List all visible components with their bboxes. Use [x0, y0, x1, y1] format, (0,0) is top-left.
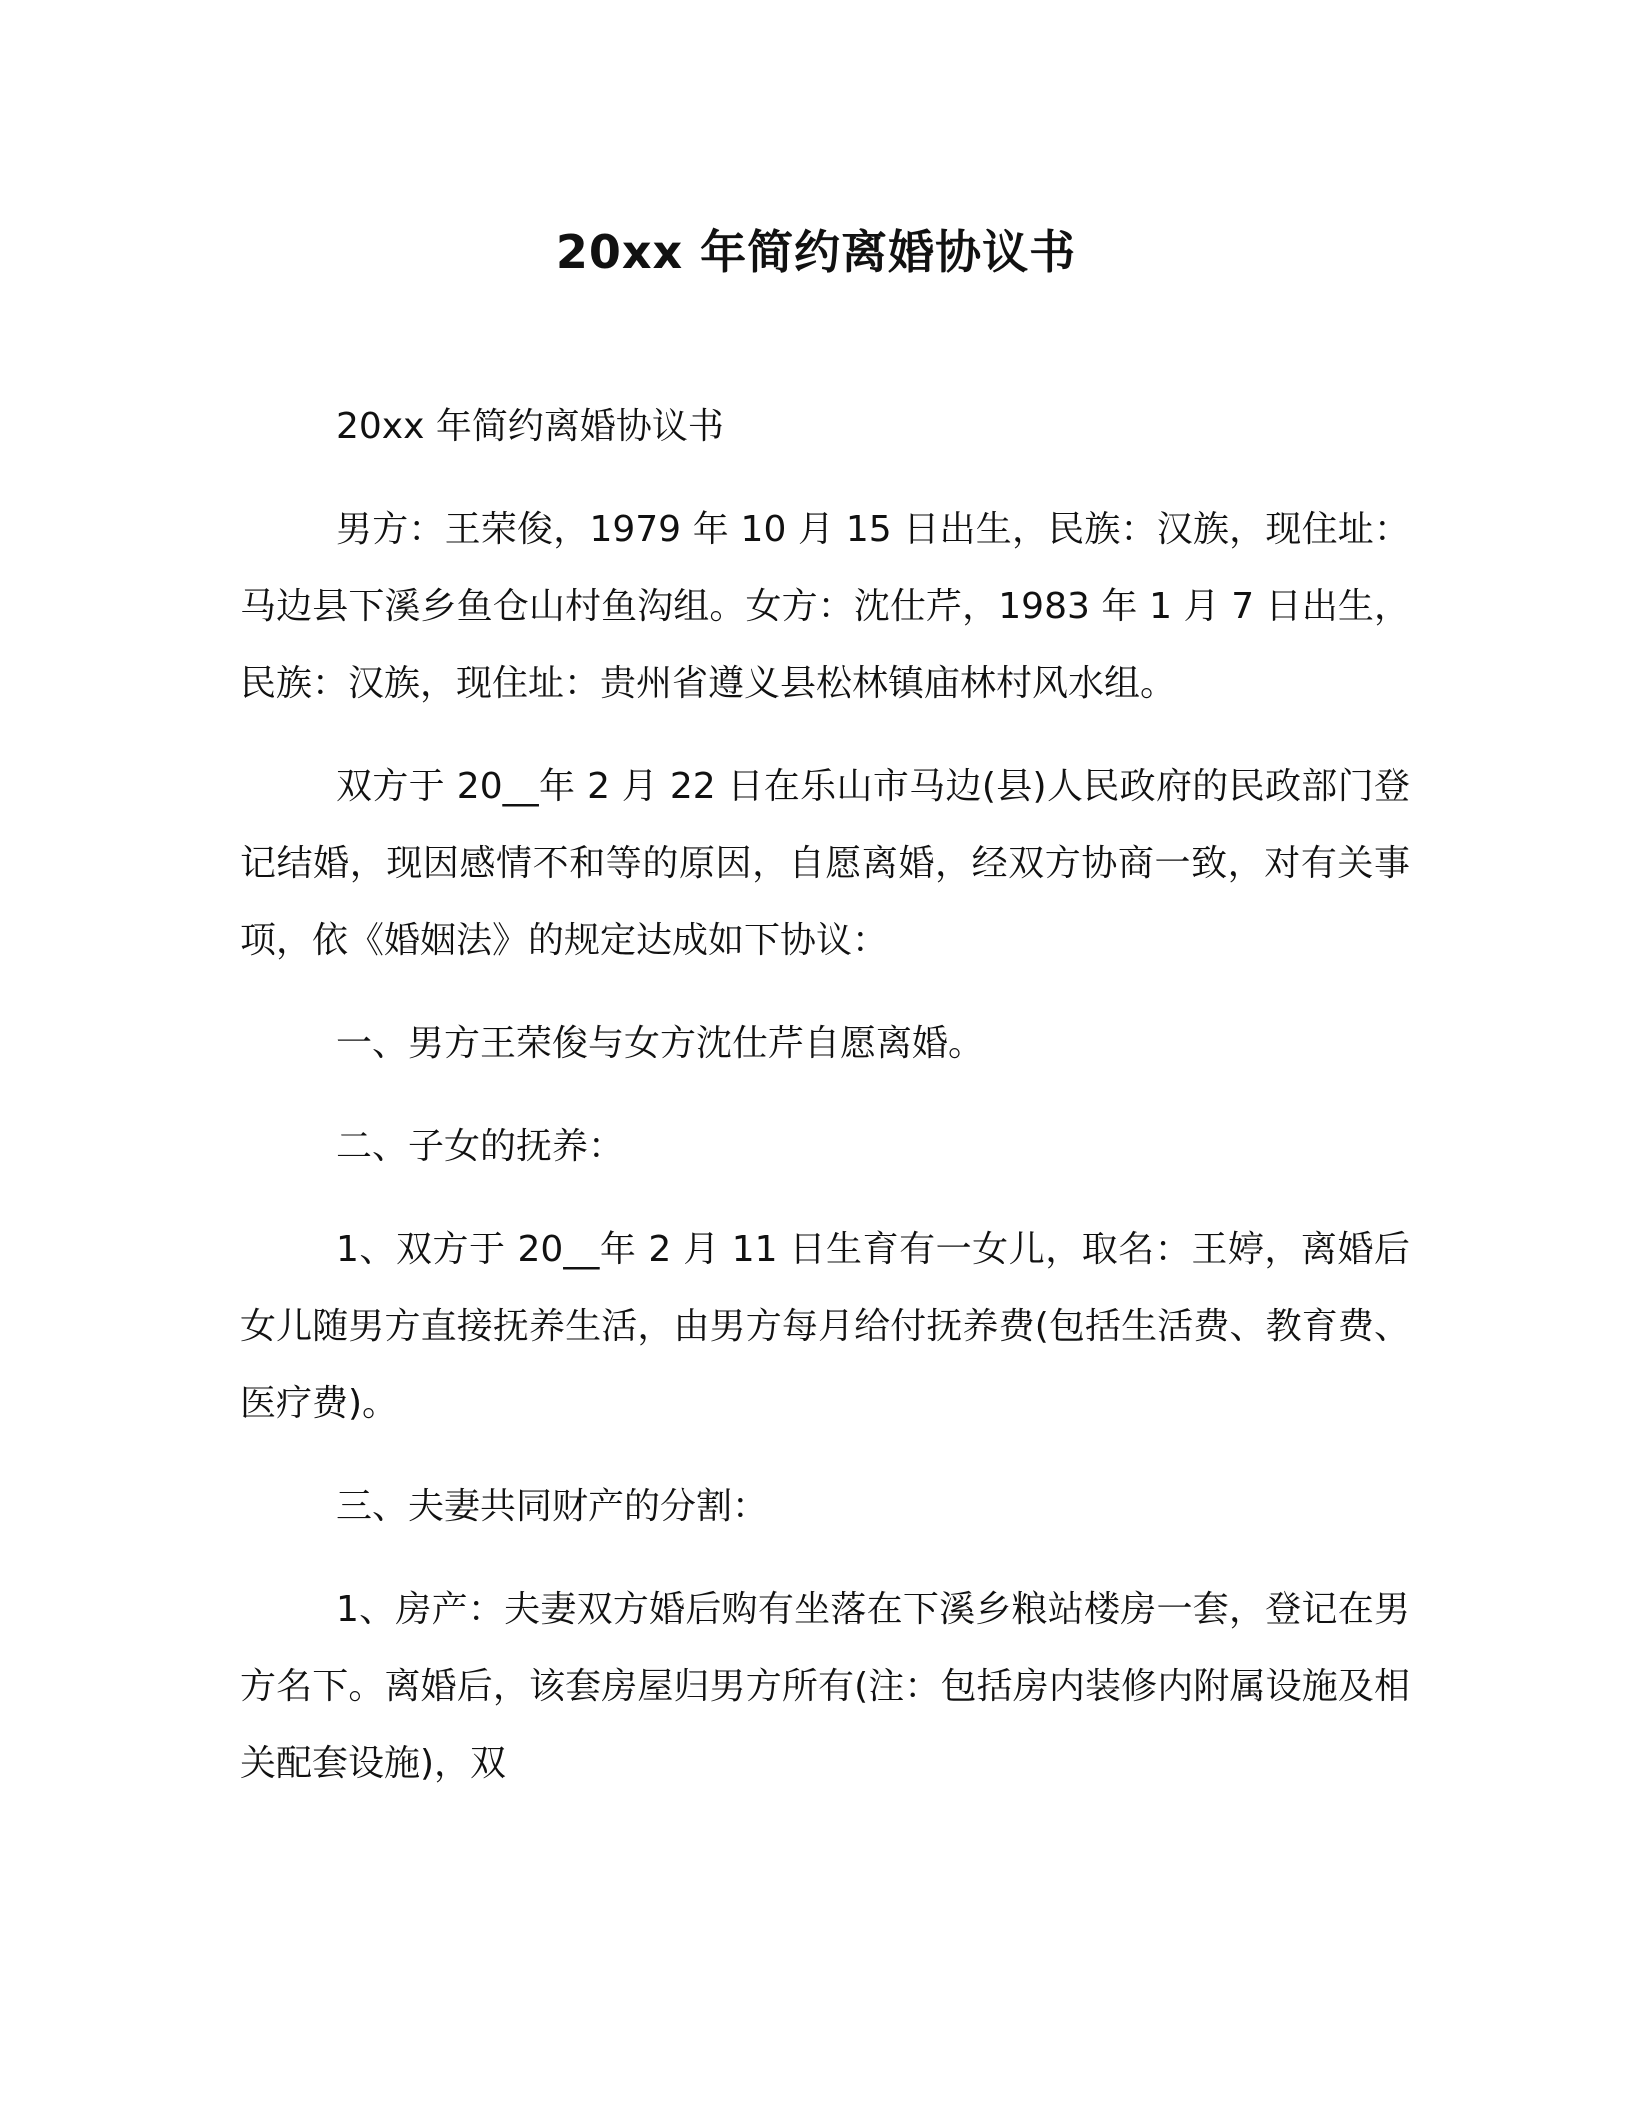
property-house-paragraph: 1、房产：夫妻双方婚后购有坐落在下溪乡粮站楼房一套，登记在男方名下。离婚后，该套房屋归男方所有(注：包括房内装修内附属设施及相关配套设施)，双 [240, 1589, 1410, 1784]
body-heading-paragraph: 20xx 年简约离婚协议书 [336, 406, 724, 447]
document-title: 20xx 年简约离婚协议书 [555, 225, 1077, 279]
clause-1-paragraph: 一、男方王荣俊与女方沈仕芹自愿离婚。 [336, 1023, 985, 1064]
document-body [240, 388, 1410, 1828]
parties-paragraph: 男方：王荣俊，1979 年 10 月 15 日出生，民族：汉族，现住址：马边县下溪乡鱼仓山村鱼沟组。女方：沈仕芹，1983 年 1 月 7 日出生，民族：汉族，现住址：贵州省遵义县松林镇庙林村风水组。 [240, 509, 1410, 704]
marriage-registration-paragraph: 双方于 20__年 2 月 22 日在乐山市马边(县)人民政府的民政部门登记结婚，现因感情不和等的原因，自愿离婚，经双方协商一致，对有关事项，依《婚姻法》的规定达成如下协议： [240, 766, 1410, 961]
clause-2-heading: 二、子女的抚养： [336, 1126, 625, 1167]
child-custody-paragraph: 1、双方于 20__年 2 月 11 日生育有一女儿，取名：王婷，离婚后女儿随男方直接抚养生活，由男方每月给付抚养费(包括生活费、教育费、医疗费)。 [240, 1229, 1410, 1424]
clause-3-heading: 三、夫妻共同财产的分割： [336, 1486, 769, 1527]
